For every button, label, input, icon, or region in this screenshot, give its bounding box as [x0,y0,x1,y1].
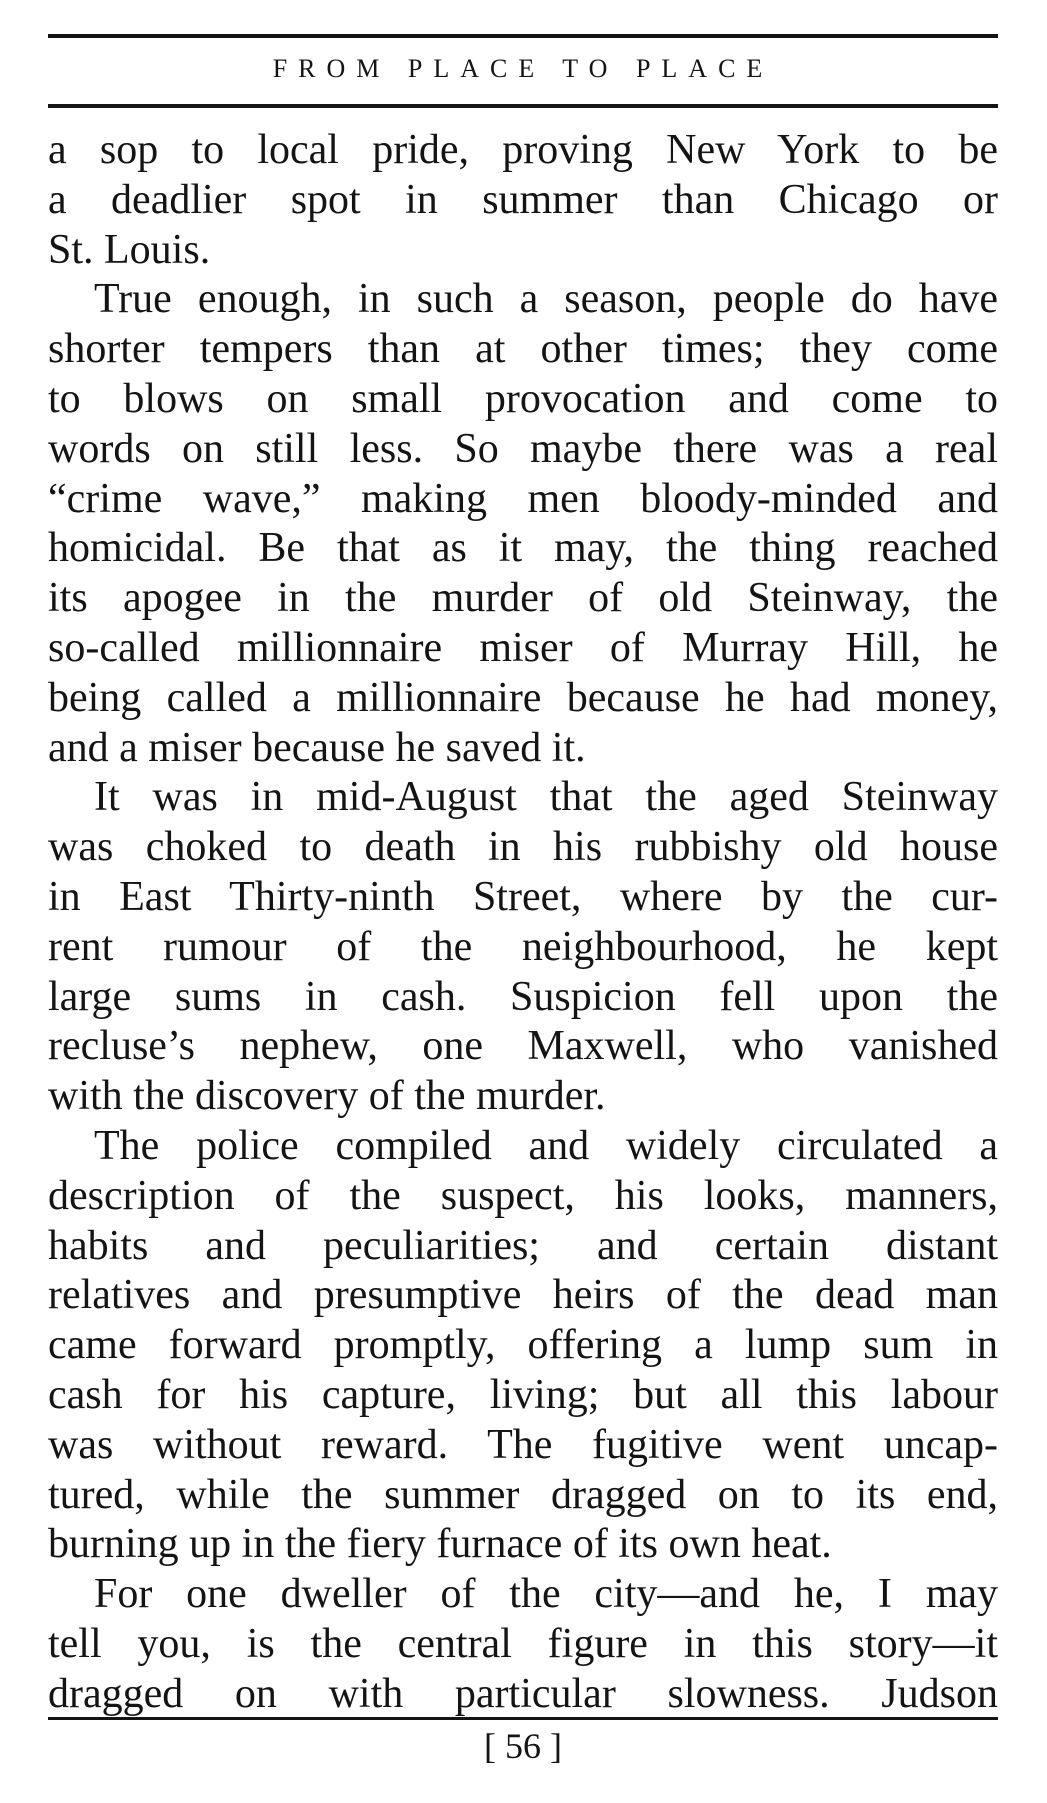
text-line: homicidal. Be that as it may, the thing reached [48,525,998,572]
text-line: large sums in cash. Suspicion fell upon the [48,973,998,1020]
text-line: cash for his capture, living; but all this labour [48,1371,998,1418]
text-line: dragged on with particular slowness. Judson [48,1670,998,1717]
text-line: It was in mid-August that the aged Steinway [94,774,998,821]
text-line: was without reward. The fugitive went uncap- [48,1421,998,1468]
foot-rule [48,1717,998,1720]
text-line: words on still less. So maybe there was a real [48,425,998,472]
text-line: tell you, is the central figure in this story—it [48,1620,998,1667]
text-line: burning up in the fiery furnace of its own heat. [48,1521,832,1568]
text-line: habits and peculiarities; and certain distant [48,1222,998,1269]
book-page [48,0,998,1803]
text-line: a sop to local pride, proving New York to be [48,127,998,173]
text-line: and a miser because he saved it. [48,724,586,771]
text-line: shorter tempers than at other times; they come [48,326,998,373]
text-line: recluse’s nephew, one Maxwell, who vanished [48,1023,998,1070]
text-line: For one dweller of the city—and he, I may [94,1571,998,1618]
text-line: a deadlier spot in summer than Chicago or [48,176,998,223]
top-rule [48,34,998,38]
text-line: rent rumour of the neighbourhood, he kept [48,923,998,970]
text-line: to blows on small provocation and come to [48,375,998,422]
text-line: relatives and presumptive heirs of the dead man [48,1272,998,1319]
text-line: with the discovery of the murder. [48,1073,606,1120]
text-line: St. Louis. [48,226,211,273]
paragraph [48,126,998,275]
text-line: came forward promptly, offering a lump sum in [48,1322,998,1369]
page-number: [ 56 ] [484,1726,562,1766]
text-line: was choked to death in his rubbishy old house [48,824,998,871]
text-line: description of the suspect, his looks, manners, [48,1172,998,1219]
paragraph [48,1570,998,1719]
text-line: being called a millionnaire because he had money, [48,674,998,721]
text-line: tured, while the summer dragged on to its end, [48,1471,998,1518]
text-line: so-called millionnaire miser of Murray Hill, he [48,624,998,671]
paragraph [48,275,998,773]
head-rule [48,104,998,108]
text-line: its apogee in the murder of old Steinway, the [48,575,998,622]
paragraph [48,773,998,1122]
paragraph [48,1122,998,1570]
text-line: The police compiled and widely circulated a [94,1122,998,1169]
text-line: True enough, in such a season, people do have [94,276,998,323]
text-line: in East Thirty-ninth Street, where by the cur- [48,873,998,920]
running-head: FROM PLACE TO PLACE [272,54,774,83]
text-line: “crime wave,” making men bloody-minded and [48,475,998,522]
body-text [48,126,998,1720]
